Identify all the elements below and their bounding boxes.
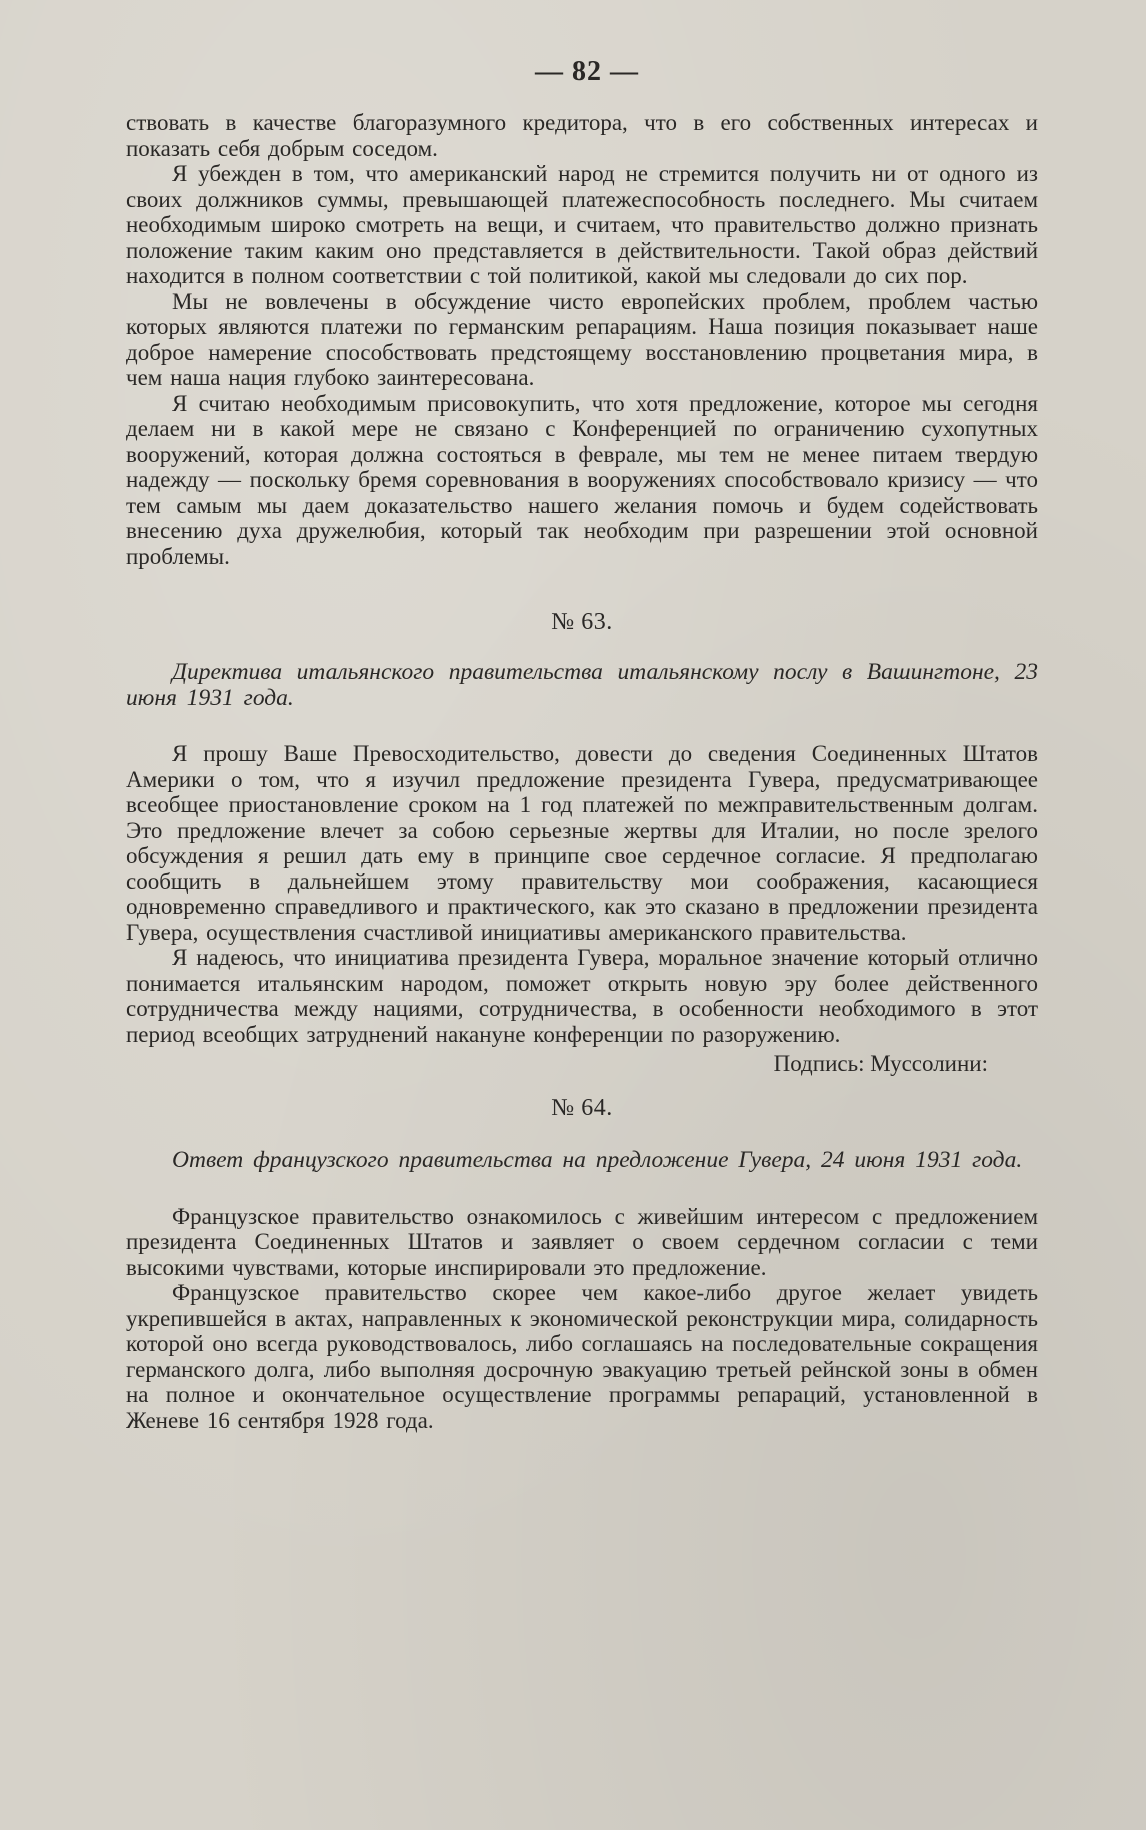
- document-63-title: Директива итальянского правительства итальянскому послу в Вашингтоне, 23 июня 1931 года.: [126, 659, 1038, 711]
- document-64-paragraph-1: Французское правительство ознакомилось с живейшим интересом с предложением президента Соединенных Штатов и заявляет о своем сердечном согласии с теми высокими чувствами, которые инспирировали это предложение.: [126, 1203, 1038, 1280]
- document-64-title: Ответ французского правительства на предложение Гувера, 24 июня 1931 года.: [172, 1147, 1023, 1173]
- intro-paragraph-3: Мы не вовлечены в обсуждение чисто европейских проблем, проблем частью которых являются платежи по германским репарациям. Наша позиция показывает наше доброе намерение способствовать предстоящему восстановлению процветания мира, в чем наша нация глубоко заинтересована.: [126, 288, 1038, 390]
- intro-paragraph-1: ствовать в качестве благоразумного кредитора, что в его собственных интересах и показать себя добрым соседом.: [126, 110, 1038, 161]
- intro-paragraph-4: Я считаю необходимым присовокупить, что хотя предложение, которое мы сегодня делаем ни в какой мере не связано с Конференцией по ограничению сухопутных вооружений, которая должна состояться в феврале, мы тем не менее питаем твердую надежду — поскольку бремя соревнования в вооружениях способствовало кризису — что тем самым мы даем доказательство нашего желания помочь и будем содействовать внесению духа дружелюбия, который так необходим при разрешении этой основной проблемы.: [126, 390, 1038, 569]
- page-number: — 82 —: [535, 56, 639, 87]
- document-64-number: № 64.: [551, 1095, 613, 1121]
- document-63-number: № 63.: [551, 609, 613, 635]
- document-64-paragraph-2: Французское правительство скорее чем какое-либо другое желает увидеть укрепившейся в актах, направленных к экономической реконструкции мира, солидарность которой оно всегда руководствовалось, либо соглашаясь на последовательные сокращения германского долга, либо выполняя досрочную эвакуацию третьей рейнской зоны в обмен на полное и окончательное осуществление программы репараций, установленной в Женеве 16 сентября 1928 года.: [126, 1280, 1038, 1433]
- document-63-paragraph-1: Я прошу Ваше Превосходительство, довести до сведения Соединенных Штатов Америки о том, что я изучил предложение президента Гувера, предусматривающее всеобщее приостановление сроком на 1 год платежей по межправительственным долгам. Это предложение влечет за собою серьезные жертвы для Италии, но после зрелого обсуждения я решил дать ему в принципе свое сердечное согласие. Я предполагаю сообщить в дальнейшем этому правительству мои соображения, касающиеся одновременно справедливого и практического, как это сказано в предложении президента Гувера, осуществления счастливой инициативы американского правительства.: [126, 741, 1038, 945]
- document-63-paragraph-2: Я надеюсь, что инициатива президента Гувера, моральное значение который отлично понимается итальянским народом, поможет открыть новую эру более действенного сотрудничества между нациями, сотрудничества, в особенности необходимого в этот период всеобщих затруднений накануне конференции по разоружению.: [126, 945, 1038, 1047]
- intro-paragraph-2: Я убежден в том, что американский народ не стремится получить ни от одного из своих должников суммы, превышающей платежеспособность последнего. Мы считаем необходимым широко смотреть на вещи, и считаем, что правительство должно признать положение таким каким оно представляется в действительности. Такой образ действий находится в полном соответствии с той политикой, какой мы следовали до сих пор.: [126, 161, 1038, 288]
- document-63-signature: Подпись: Муссолини:: [773, 1051, 988, 1076]
